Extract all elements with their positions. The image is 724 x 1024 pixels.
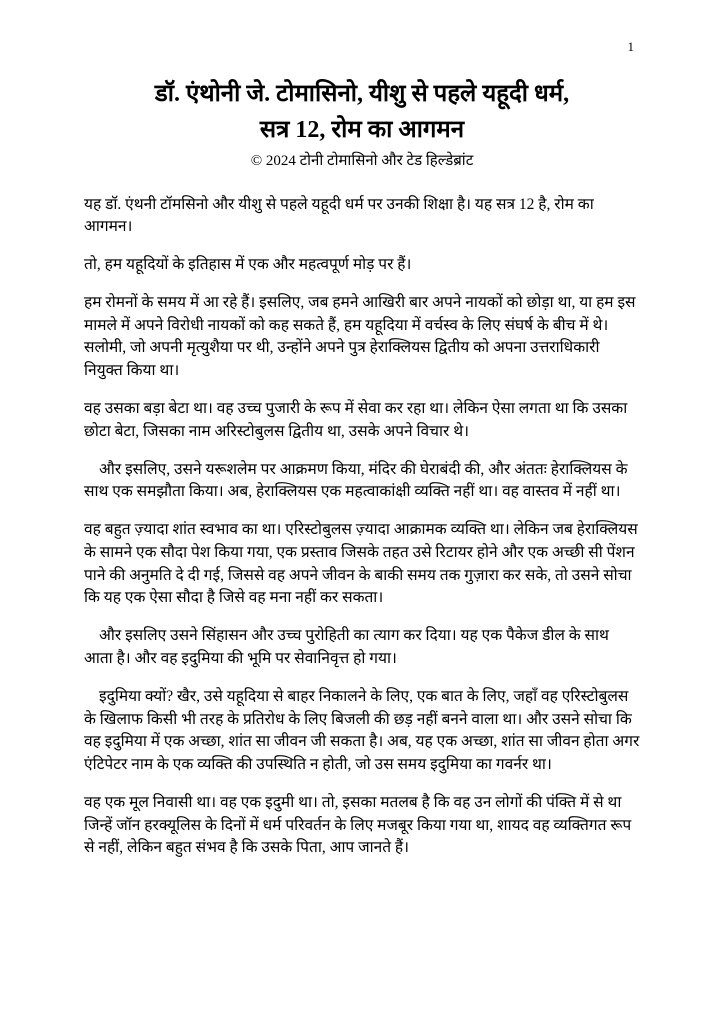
paragraph-6: वह बहुत ज़्यादा शांत स्वभाव का था। एरिस्टोबुलस ज़्यादा आक्रामक व्यक्ति था। लेकिन जब हेराक्लियस के सामने एक सौदा पेश किया गया, एक प्रस्ताव जिसके तहत उसे रिटायर होने और एक अच्छी सी पेंशन पाने की अनुमति दे दी गई, जिससे वह अपने जीवन के बाकी समय तक गुज़ारा कर सके, तो उसने सोचा कि यह एक ऐसा सौदा है जिसे वह मना नहीं कर सकता। (84, 521, 638, 607)
paragraph-8: इदुमिया क्यों? खैर, उसे यहूदिया से बाहर निकालने के लिए, एक बात के लिए, जहाँ वह एरिस्टोबुलस के खिलाफ किसी भी तरह के प्रतिरोध के लिए बिजली की छड़ नहीं बनने वाला था। और उसने सोचा कि वह इदुमिया में एक अच्छा, शांत सा जीवन जी सकता है। अब, यह एक अच्छा, शांत सा जीवन होता अगर एंटिपेटर नाम के एक व्यक्ति की उपस्थिति न होती, जो उस समय इदुमिया का गवर्नर था। (84, 687, 640, 774)
copyright-line: © 2024 टोनी टोमासिनो और टेड हिल्डेब्रांट (250, 153, 474, 169)
title-line-2: सत्र 12, रोम का आगमन (259, 117, 465, 143)
document-body (84, 194, 640, 861)
paragraph-4: वह उसका बड़ा बेटा था। वह उच्च पुजारी के रूप में सेवा कर रहा था। लेकिन ऐसा लगता था कि उसका छोटा बेटा, जिसका नाम अरिस्टोबुलस द्वितीय था, उसके अपने विचार थे। (84, 399, 628, 440)
page-number: 1 (627, 39, 634, 54)
paragraph-7: और इसलिए उसने सिंहासन और उच्च पुरोहिती का त्याग कर दिया। यह एक पैकेज डील के साथ आता है। और वह इदुमिया की भूमि पर सेवानिवृत्त हो गया। (84, 627, 609, 667)
document-title (84, 76, 640, 148)
paragraph-2: तो, हम यहूदियों के इतिहास में एक और महत्वपूर्ण मोड़ पर हैं। (84, 256, 412, 274)
paragraph-9: वह एक मूल निवासी था। वह एक इदुमी था। तो, इसका मतलब है कि वह उन लोगों की पंक्ति में से था जिन्हें जॉन हरक्यूलिस के दिनों में धर्म परिवर्तन के लिए मजबूर किया गया था, शायद वह व्यक्तिगत रूप से नहीं, लेकिन बहुत संभव है कि उसके पिता, आप जानते हैं। (84, 793, 632, 857)
title-line-1: डॉ. एंथोनी जे. टोमासिनो, यीशु से पहले यहूदी धर्म, (154, 81, 570, 107)
paragraph-1: यह डॉ. एंथनी टॉमसिनो और यीशु से पहले यहूदी धर्म पर उनकी शिक्षा है। यह सत्र 12 है, रोम का आगमन। (84, 195, 594, 236)
paragraph-5: और इसलिए, उसने यरूशलेम पर आक्रमण किया, मंदिर की घेराबंदी की, और अंततः हेराक्लियस के साथ एक समझौता किया। अब, हेराक्लियस एक महत्वाकांक्षी व्यक्ति नहीं था। वह वास्तव में नहीं था। (84, 460, 628, 501)
paragraph-3: हम रोमनों के समय में आ रहे हैं। इसलिए, जब हमने आखिरी बार अपने नायकों को छोड़ा था, या हम इस मामले में अपने विरोधी नायकों को कह सकते हैं, हम यहूदिया में वर्चस्व के लिए संघर्ष के बीच में थे। सलोमी, जो अपनी मृत्युशैया पर थी, उन्होंने अपने पुत्र हेराक्लियस द्वितीय को अपना उत्तराधिकारी नियुक्त किया था। (84, 293, 636, 380)
